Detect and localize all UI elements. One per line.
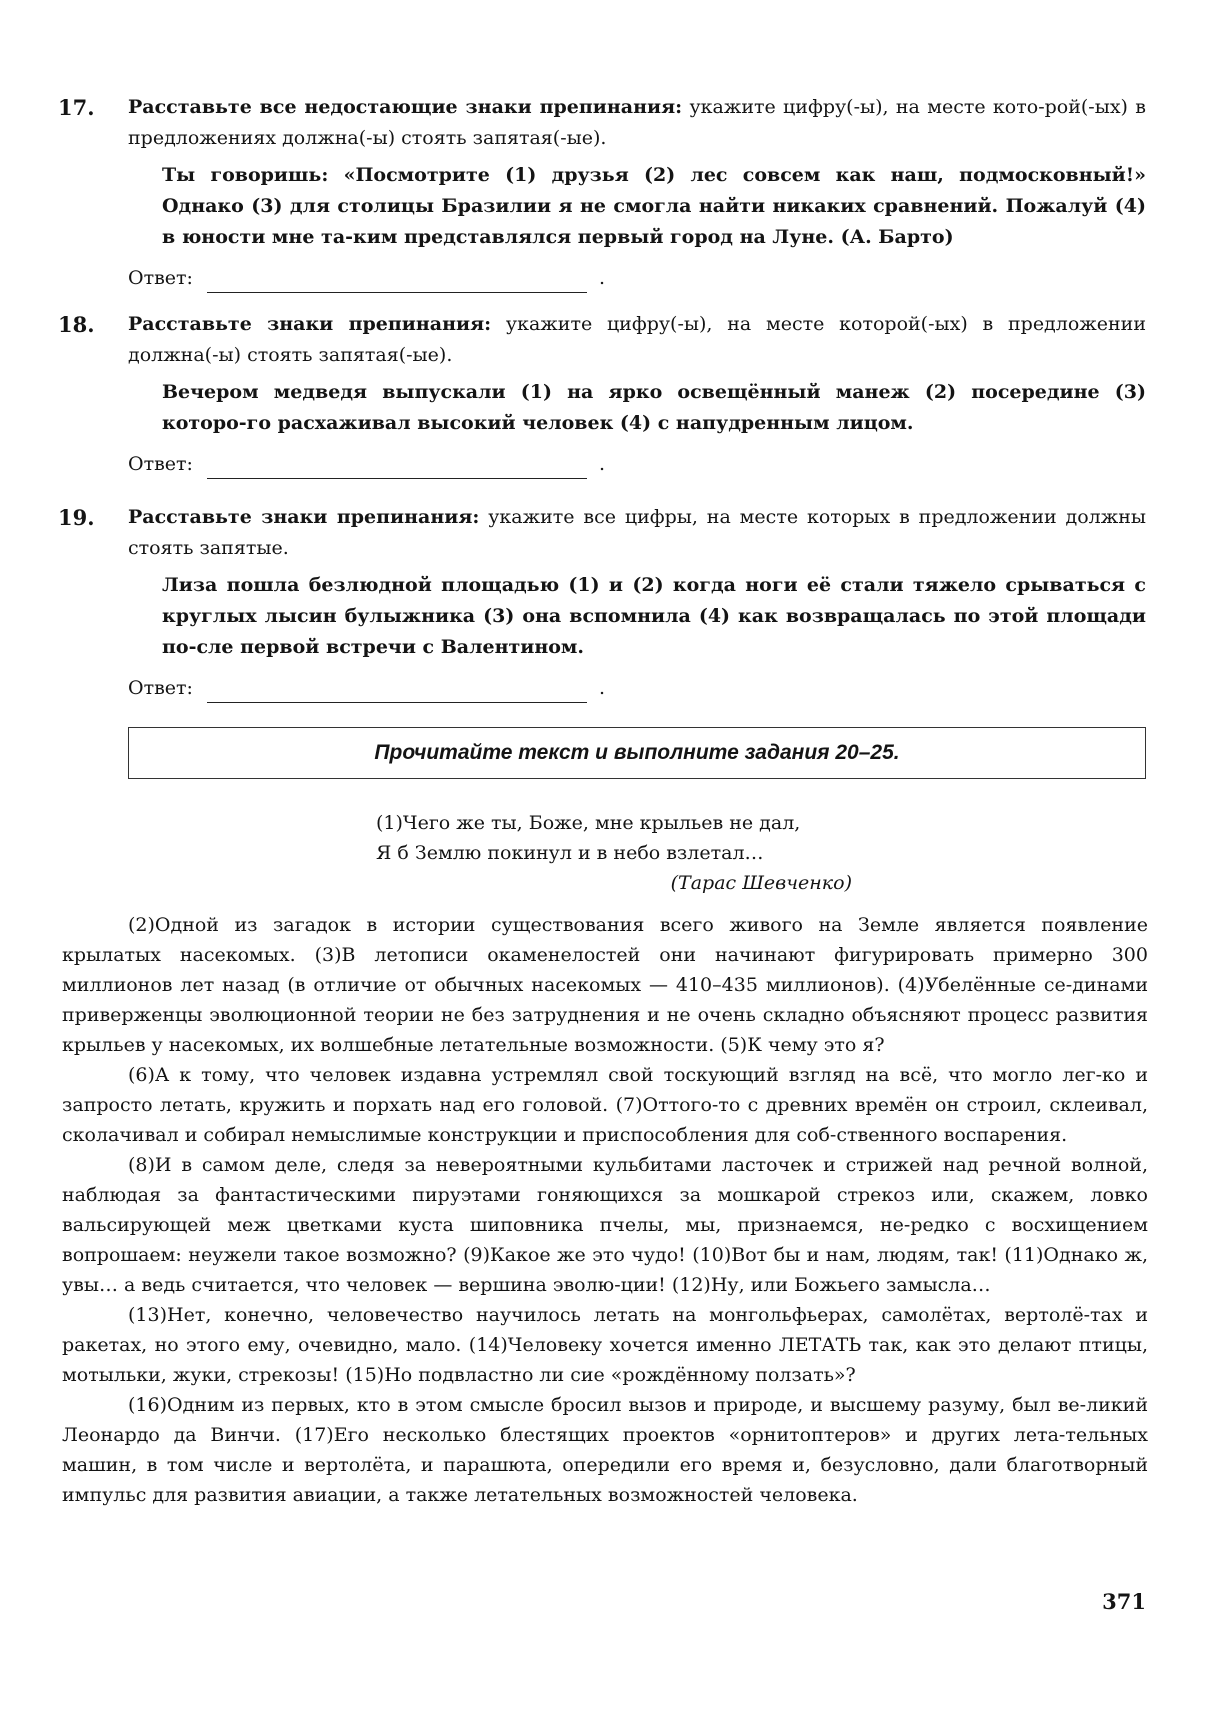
- answer-label: Ответ:: [128, 453, 193, 475]
- epigraph-author: (Тарас Шевченко): [670, 872, 852, 894]
- answer-dot: .: [598, 453, 605, 475]
- task-sentence: Ты говоришь: «Посмотрите (1) друзья (2) лес совсем как наш, подмосковный!» Однако (3) для столицы Бразилии я не смогла найти никаких сравнений. Пожалуй (4) в юности мне та-ким представлялся первый город на Луне. (А. Барто): [162, 164, 1146, 248]
- instruction-bold: Расставьте знаки препинания:: [128, 506, 480, 528]
- reading-instruction-box: [128, 727, 1146, 779]
- reading-text: [62, 910, 1148, 1510]
- answer-row: [128, 673, 1148, 703]
- task-17: [58, 92, 1148, 293]
- task-number: 18.: [58, 312, 95, 337]
- task-number: 17.: [58, 95, 95, 120]
- answer-dot: .: [598, 677, 605, 699]
- instruction-bold: Расставьте все недостающие знаки препинания:: [128, 96, 683, 118]
- paragraph: (2)Одной из загадок в истории существования всего живого на Земле является появление крылатых насекомых. (3)В летописи окаменелостей они начинают фигурировать примерно 300 миллионов лет назад (в отличие от обычных насекомых — 410–435 миллионов). (4)Убелённые се-динами приверженцы эволюционной теории не без затруднения и не очень складно объясняют процесс развития крыльев у насекомых, их волшебные летательные возможности. (5)К чему это я?: [62, 914, 1148, 1056]
- paragraph: (16)Одним из первых, кто в этом смысле бросил вызов и природе, и высшему разуму, был ве-ликий Леонардо да Винчи. (17)Его несколько блестящих проектов «орнитоптеров» и других лета-тельных машин, в том числе и вертолёта, и парашюта, опередили его время и, безусловно, дали благотворный импульс для развития авиации, а также летательных возможностей человека.: [62, 1394, 1148, 1506]
- task-instruction: [128, 92, 1146, 154]
- answer-row: [128, 449, 1148, 479]
- paragraph: (8)И в самом деле, следя за невероятными кульбитами ласточек и стрижей над речной волной, наблюдая за фантастическими пируэтами гоняющихся за мошкарой стрекоз или, скажем, ловко вальсирующей меж цветками куста шиповника пчелы, мы, признаемся, не-редко с восхищением вопрошаем: неужели такое возможно? (9)Какое же это чудо! (10)Вот бы и нам, людям, так! (11)Однако ж, увы… а ведь считается, что человек — вершина эволю-ции! (12)Ну, или Божьего замысла…: [62, 1154, 1148, 1296]
- answer-label: Ответ:: [128, 677, 193, 699]
- task-sentence: Лиза пошла безлюдной площадью (1) и (2) когда ноги её стали тяжело срываться с круглых лысин булыжника (3) она вспомнила (4) как возвращалась по этой площади по-сле первой встречи с Валентином.: [162, 574, 1146, 658]
- task-number: 19.: [58, 505, 95, 530]
- instruction-bold: Расставьте знаки препинания:: [128, 313, 492, 335]
- task-sentence: Вечером медведя выпускали (1) на ярко освещённый манеж (2) посередине (3) которо-го расхаживал высокий человек (4) с напудренным лицом.: [162, 381, 1146, 434]
- answer-field[interactable]: [207, 458, 587, 479]
- epigraph: [376, 808, 916, 898]
- answer-label: Ответ:: [128, 267, 193, 289]
- task-18: [58, 309, 1148, 479]
- task-instruction: [128, 309, 1146, 371]
- paragraph: (6)А к тому, что человек издавна устремлял свой тоскующий взгляд на всё, что могло лег-ко и запросто летать, кружить и порхать над его головой. (7)Оттого-то с древних времён он строил, склеивал, сколачивал и собирал немыслимые конструкции и приспособления для соб-ственного воспарения.: [62, 1064, 1148, 1146]
- reading-instruction: Прочитайте текст и выполните задания 20–25.: [374, 741, 900, 764]
- task-instruction: [128, 502, 1146, 564]
- epigraph-line: (1)Чего же ты, Боже, мне крыльев не дал,: [376, 812, 801, 834]
- instruction-text: укажите цифру(-ы), на месте кото-рой(-ых) в предложениях должна(-ы) стоять запятая(-ые).: [128, 96, 1146, 149]
- page-number: 371: [1102, 1589, 1146, 1614]
- instruction-text: укажите цифру(-ы), на месте которой(-ых) в предложении должна(-ы) стоять запятая(-ые).: [128, 313, 1146, 366]
- instruction-text: укажите все цифры, на месте которых в предложении должны стоять запятые.: [128, 506, 1146, 559]
- answer-field[interactable]: [207, 272, 587, 293]
- task-19: [58, 502, 1148, 703]
- paragraph: (13)Нет, конечно, человечество научилось летать на монгольфьерах, самолётах, вертолё-тах и ракетах, но этого ему, очевидно, мало. (14)Человеку хочется именно ЛЕТАТЬ так, как это делают птицы, мотыльки, жуки, стрекозы! (15)Но подвластно ли сие «рождённому ползать»?: [62, 1304, 1148, 1386]
- answer-row: [128, 263, 1148, 293]
- answer-dot: .: [598, 267, 605, 289]
- epigraph-line: Я б Землю покинул и в небо взлетал…: [376, 842, 764, 864]
- answer-field[interactable]: [207, 682, 587, 703]
